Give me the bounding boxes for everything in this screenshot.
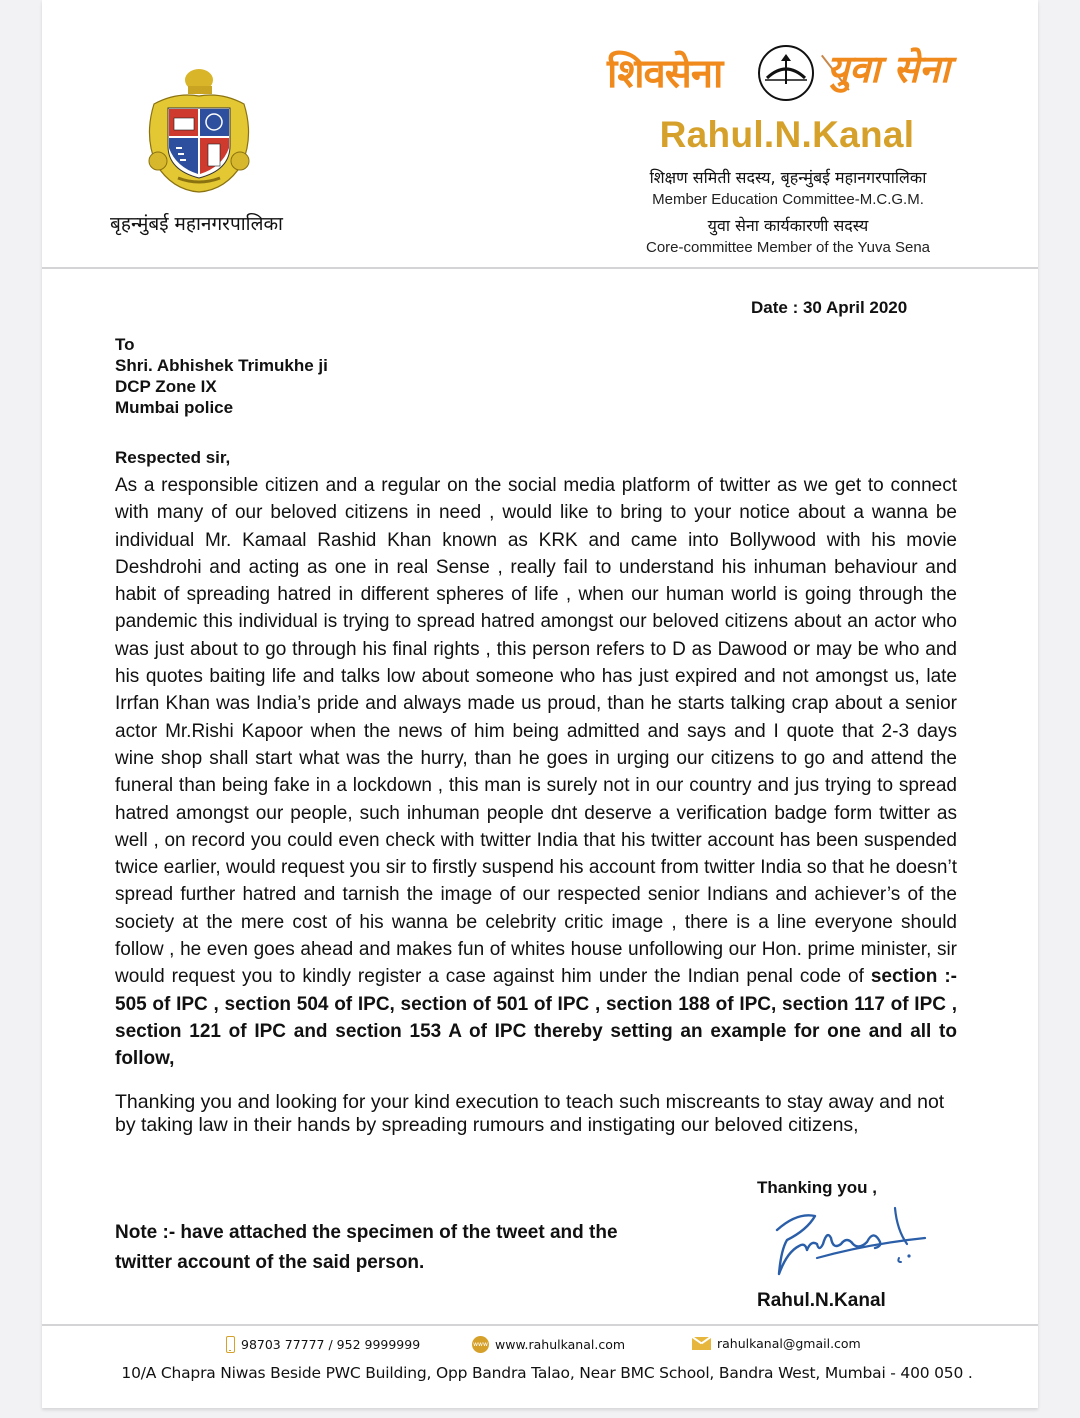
role-2-english: Core-committee Member of the Yuva Sena	[645, 239, 931, 256]
letter-body	[115, 472, 957, 1073]
addressee-department: Mumbai police	[115, 398, 234, 417]
letter-date: Date : 30 April 2020	[751, 298, 908, 317]
addressee-designation: DCP Zone IX	[115, 377, 217, 396]
letterhead-roles	[607, 166, 969, 262]
office-address: 10/A Chapra Niwas Beside PWC Building, Opp Bandra Talao, Near BMC School, Bandra West, Mumbai - 400 050 .	[121, 1364, 973, 1382]
contact-email[interactable]	[692, 1336, 861, 1351]
website-link[interactable]: www.rahulkanal.com	[495, 1337, 626, 1352]
signer-name: Rahul.N.Kanal	[757, 1290, 886, 1311]
email-link[interactable]: rahulkanal@gmail.com	[717, 1336, 861, 1351]
bmc-emblem-icon	[142, 66, 257, 194]
contact-row	[42, 1336, 1038, 1356]
closing-paragraph: Thanking you and looking for your kind execution to teach such miscreants to stay away and not by taking law in their hands by spreading rumours and instigating our beloved citizens,	[115, 1091, 945, 1136]
globe-icon: www	[472, 1336, 489, 1353]
bow-and-arrow-icon	[757, 44, 815, 102]
role-1-marathi: शिक्षण समिती सदस्य, बृहन्मुंबई महानगरपालिका	[649, 168, 927, 187]
letter-page	[42, 0, 1038, 1408]
phone-numbers: 98703 77777 / 952 9999999	[241, 1337, 421, 1352]
attachment-note: Note :- have attached the specimen of the tweet and the twitter account of the said person.	[115, 1222, 618, 1273]
signature-block	[757, 1178, 957, 1312]
sign-off: Thanking you ,	[757, 1178, 877, 1197]
footer-divider	[42, 1324, 1038, 1326]
contact-website[interactable]	[472, 1336, 625, 1353]
phone-icon	[226, 1336, 235, 1353]
yuvasena-wordmark: युवा सेना	[827, 46, 950, 91]
addressee-block	[115, 334, 328, 418]
contact-phone	[226, 1336, 420, 1353]
addressee-to: To	[115, 335, 135, 354]
role-2-marathi: युवा सेना कार्यकारणी सदस्य	[707, 216, 869, 235]
salutation: Respected sir,	[115, 448, 231, 467]
organization-name-marathi: बृहन्मुंबई महानगरपालिका	[110, 213, 283, 235]
handwritten-signature-icon	[757, 1200, 932, 1280]
party-branding	[607, 42, 1007, 104]
envelope-icon	[692, 1337, 711, 1350]
header-divider	[42, 267, 1038, 269]
addressee-name: Shri. Abhishek Trimukhe ji	[115, 356, 328, 375]
role-1-english: Member Education Committee-M.C.G.M.	[652, 191, 924, 208]
ipc-sections: section :- 505 of IPC , section 504 of IPC, section of 501 of IPC , section 188 of IPC, section 117 of IPC , section 121 of IPC and section 153 A of IPC thereby setting an example for one and all to follow,	[115, 966, 957, 1070]
shivsena-wordmark: शिवसेना	[607, 51, 723, 97]
letterhead-name: Rahul.N.Kanal	[659, 114, 915, 155]
letter-body-text: As a responsible citizen and a regular on the social media platform of twitter as we get to connect with many of our beloved citizens in need , would like to bring to your notice about a wanna be individual Mr. Kamaal Rashid Khan known as KRK and came into Bollywood with his movie Deshdrohi and acting as one in real Sense , really fail to understand his inhuman behaviour and habit of spreading hatred in different spheres of life , when our human world is going through the pandemic this individual is trying to spread hatred amongst our beloved citizens about an actor who was just about to go through his final rights , this person refers to D as Dawood or may be who and his quotes baiting life and talks low about someone who has just expired and not amongst us, late Irrfan Khan was India’s pride and always made us proud, than he starts talking crap about a senior actor Mr.Rishi Kapoor when the news of him being admitted and says and I quote that 2-3 days wine shop shall start what was the hurry, than he goes in urging our citizens to go and attend the funeral than being fake in a lockdown , this man is surely not in our country and jus trying to spread hatred amongst our people, such inhuman people dnt deserve a verification badge form twitter as well , on record you could even check with twitter India that his twitter account has been suspended twice earlier, would request you sir to firstly suspend his account from twitter India so that he doesn’t spread further hatred and tarnish the image of our respected senior Indians and achiever’s of the society at the mere cost of his wanna be celebrity critic image , there is a line everyone should follow , he even goes ahead and makes fun of whites house unfollowing our Hon. prime minister, sir would request you to kindly register a case against him under the Indian penal code of	[115, 475, 957, 988]
